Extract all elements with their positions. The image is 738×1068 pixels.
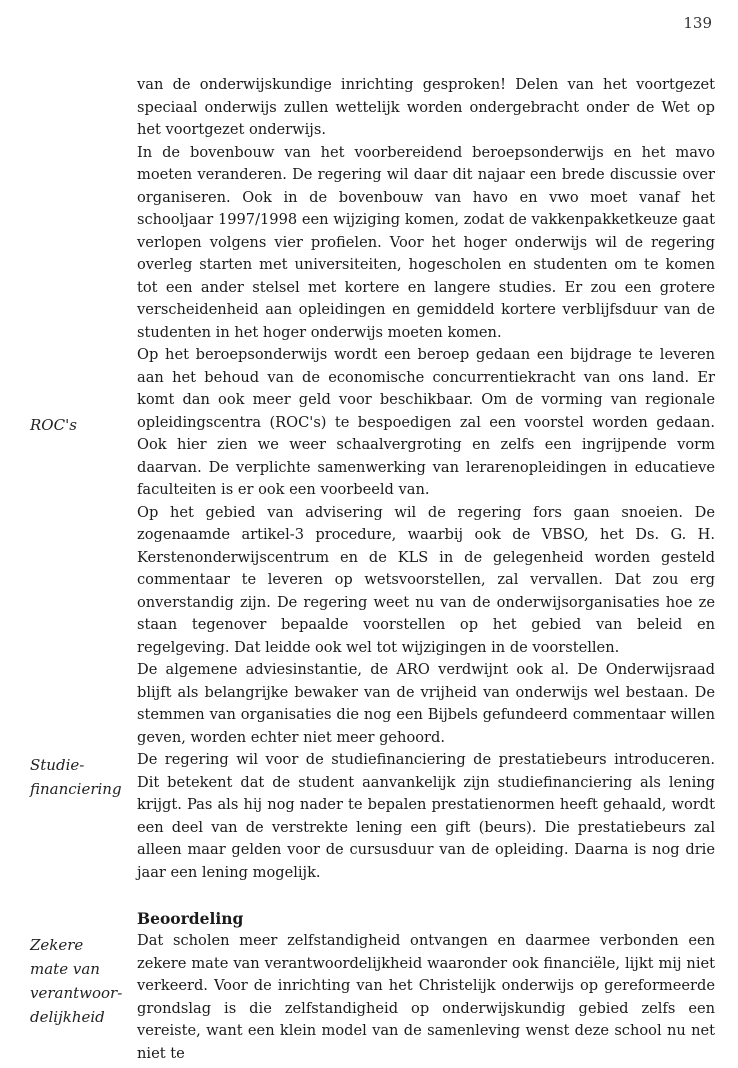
margin-note-line: mate van bbox=[30, 960, 100, 978]
margin-note-line: Zekere bbox=[30, 936, 84, 954]
margin-note-line: financiering bbox=[30, 780, 122, 798]
margin-note-rocs bbox=[30, 413, 130, 437]
paragraph: De regering wil voor de studiefinanciering de prestatiebeurs introduceren. Dit betekent dat de student aanvankelijk zijn studiefinanciering als lening krijgt. Pas als hij nog nader te bepalen prestatienormen heeft gehaald, wordt een deel van de verstrekte lening een gift (beurs). Die prestatiebeurs zal alleen maar gelden voor de cursusduur van de opleiding. Daarna is nog drie jaar een lening mogelijk. bbox=[137, 751, 715, 881]
margin-note-studiefinanciering bbox=[30, 753, 130, 801]
section-heading: Beoordeling bbox=[137, 909, 244, 928]
paragraph: Op het gebied van advisering wil de regering fors gaan snoeien. De zogenaamde artikel-3 procedure, waarbij ook de VBSO, het Ds. G. H. Kerstenonderwijscentrum en de KLS in de gelegenheid worden gesteld commentaar te leveren op wetsvoorstellen, zal vervallen. Dat zou erg onverstandig zijn. De regering weet nu van de onderwijsorganisaties hoe ze staan tegenover bepaalde voorstellen op het gebied van beleid en regelgeving. Dat leidde ook wel tot wijzigingen in de voorstellen. bbox=[137, 503, 715, 656]
margin-note-zekere-mate bbox=[30, 933, 130, 1029]
margin-note-line: delijkheid bbox=[30, 1008, 105, 1026]
page-number: 139 bbox=[683, 14, 712, 32]
margin-note-line: Studie- bbox=[30, 756, 85, 774]
paragraph: In de bovenbouw van het voorbereidend beroepsonderwijs en het mavo moeten veranderen. De regering wil daar dit najaar een brede discussie over organiseren. Ook in de bovenbouw van havo en vwo moet vanaf het schooljaar 1997/1998 een wijziging komen, zodat de vakkenpakketkeuze gaat verlopen volgens vier profielen. Voor het hoger onderwijs wil de regering overleg starten met universiteiten, hogescholen en studenten om te komen tot een ander stelsel met kortere en langere studies. Er zou een grotere verscheidenheid aan opleidingen en gemiddeld kortere verblijfsduur van de studenten in het hoger onderwijs moeten komen. bbox=[137, 143, 715, 341]
paragraph: De algemene adviesinstantie, de ARO verdwijnt ook al. De Onderwijsraad blijft als belangrijke bewaker van de vrijheid van onderwijs wel bestaan. De stemmen van organisaties die nog een Bijbels gefundeerd commentaar willen geven, worden echter niet meer gehoord. bbox=[137, 661, 715, 746]
margin-note-line: verantwoor- bbox=[30, 984, 123, 1002]
body-text-column bbox=[137, 74, 715, 1065]
margin-note-line: ROC's bbox=[30, 416, 77, 434]
paragraph: Dat scholen meer zelfstandigheid ontvangen en daarmee verbonden een zekere mate van verantwoordelijkheid waaronder ook financiële, lijkt mij niet verkeerd. Voor de inrichting van het Christelijk onderwijs op gereformeerde grondslag is die zelfstandigheid op onderwijskundig gebied zelfs een vereiste, want een klein model van de samenleving wenst deze school nu net niet te bbox=[137, 932, 715, 1062]
paragraph: Op het beroepsonderwijs wordt een beroep gedaan een bijdrage te leveren aan het behoud van de economische concurrentiekracht van ons land. Er komt dan ook meer geld voor beschikbaar. Om de vorming van regionale opleidingscentra (ROC's) te bespoedigen zal een voorstel worden gedaan. Ook hier zien we weer schaalvergroting en zelfs een ingrijpende vorm daarvan. De verplichte samenwerking van lerarenopleidingen in educatieve faculteiten is er ook een voorbeeld van. bbox=[137, 346, 715, 498]
paragraph: van de onderwijskundige inrichting gesproken! Delen van het voortgezet speciaal onderwijs zullen wettelijk worden ondergebracht onder de Wet op het voortgezet onderwijs. bbox=[137, 76, 715, 138]
